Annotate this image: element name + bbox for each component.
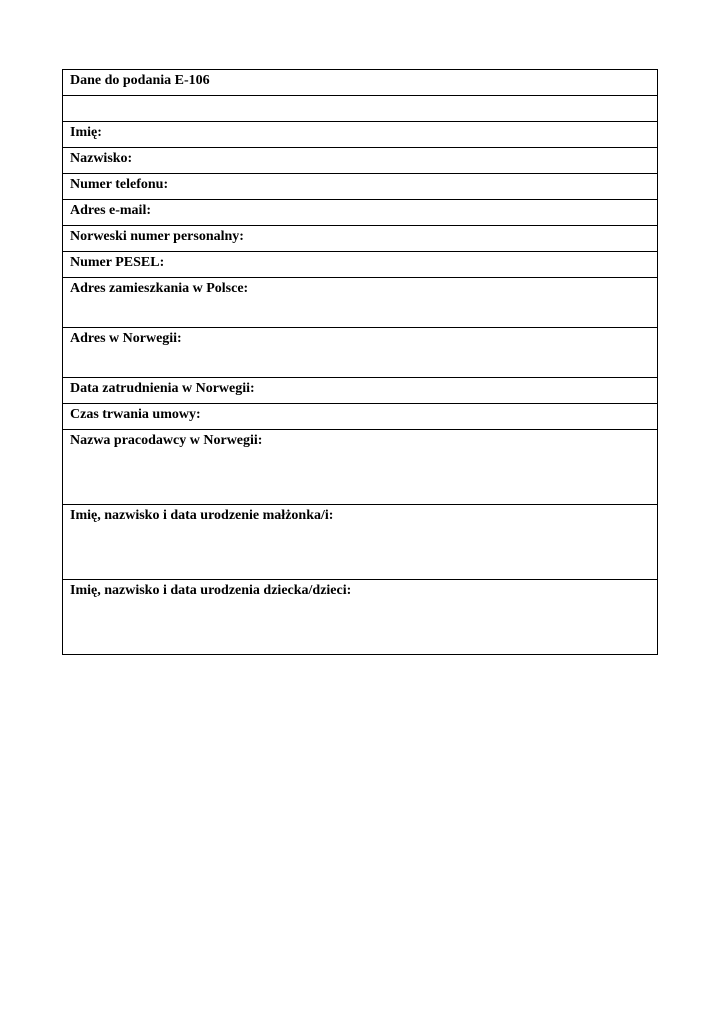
last-name-label: Nazwisko: (63, 148, 658, 174)
address-poland-label: Adres zamieszkania w Polsce: (63, 278, 658, 328)
form-row-spouse-info (63, 505, 658, 580)
email-label: Adres e-mail: (63, 200, 658, 226)
form-row-norwegian-id (63, 226, 658, 252)
form-row-email (63, 200, 658, 226)
form-row-phone (63, 174, 658, 200)
phone-label: Numer telefonu: (63, 174, 658, 200)
form-row-pesel (63, 252, 658, 278)
form-row-employer-name (63, 430, 658, 505)
address-norway-label: Adres w Norwegii: (63, 328, 658, 378)
norwegian-id-label: Norweski numer personalny: (63, 226, 658, 252)
form-row-address-norway (63, 328, 658, 378)
employer-name-label: Nazwa pracodawcy w Norwegii: (63, 430, 658, 505)
spouse-info-label: Imię, nazwisko i data urodzenie małżonka/i: (63, 505, 658, 580)
form-row-employment-date (63, 378, 658, 404)
form-row-address-poland (63, 278, 658, 328)
e106-data-form (62, 69, 658, 655)
employment-date-label: Data zatrudnienia w Norwegii: (63, 378, 658, 404)
form-row-blank (63, 96, 658, 122)
pesel-label: Numer PESEL: (63, 252, 658, 278)
form-row-title (63, 70, 658, 96)
form-row-contract-duration (63, 404, 658, 430)
first-name-label: Imię: (63, 122, 658, 148)
blank-cell (63, 96, 658, 122)
form-row-children-info (63, 580, 658, 655)
form-row-first-name (63, 122, 658, 148)
form-title: Dane do podania E-106 (63, 70, 658, 96)
children-info-label: Imię, nazwisko i data urodzenia dziecka/dzieci: (63, 580, 658, 655)
contract-duration-label: Czas trwania umowy: (63, 404, 658, 430)
form-row-last-name (63, 148, 658, 174)
